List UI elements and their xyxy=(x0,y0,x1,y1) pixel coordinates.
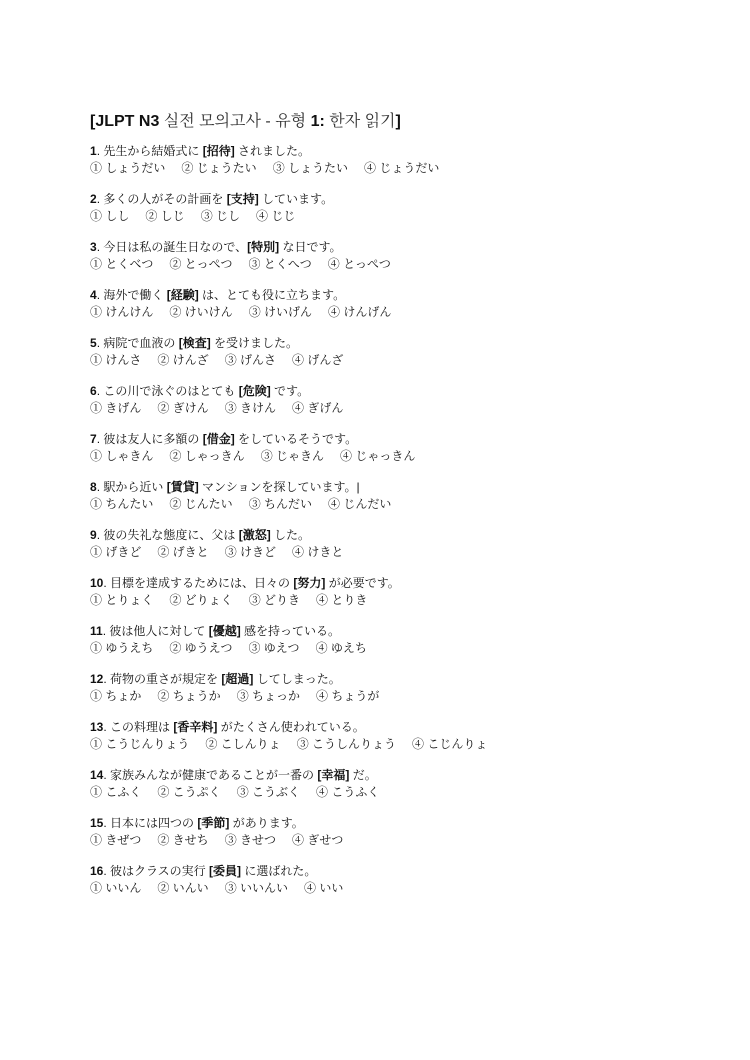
answer-option: ③ ちょっか xyxy=(236,689,301,703)
question-number: 16 xyxy=(90,864,104,878)
question-kanji: [委員] xyxy=(209,864,242,878)
answer-option: ④ とりき xyxy=(316,593,368,607)
question-number: 9 xyxy=(90,528,97,542)
question-number: 11 xyxy=(90,624,103,638)
answer-option: ② しじ xyxy=(145,209,185,223)
answer-option: ② こしんりょ xyxy=(205,737,281,751)
title-text: 유형 xyxy=(275,113,311,130)
answer-option: ② きせち xyxy=(157,833,209,847)
question-item xyxy=(90,719,503,753)
question-after: 感を持っている。 xyxy=(240,624,341,638)
question-before: . 彼は友人に多額の xyxy=(96,432,203,446)
question-before: . 彼は他人に対して xyxy=(102,624,209,638)
question-before: . 海外で働く xyxy=(96,288,167,302)
question-text xyxy=(90,431,431,448)
question-text xyxy=(90,335,359,352)
document-title xyxy=(90,108,401,131)
question-kanji: [幸福] xyxy=(317,768,350,782)
answer-option: ③ いいんい xyxy=(224,881,289,895)
question-after: は、とても役に立ちます。 xyxy=(198,288,346,302)
question-item xyxy=(90,767,395,801)
question-before: . 病院で血液の xyxy=(96,336,179,350)
answer-option: ④ じんだい xyxy=(328,497,392,511)
answer-option: ③ けいげん xyxy=(248,305,313,319)
answer-options xyxy=(90,544,359,561)
answer-option: ① とりょく xyxy=(90,593,154,607)
question-text xyxy=(90,527,359,544)
question-after: されました。 xyxy=(234,144,311,158)
answer-option: ③ じし xyxy=(200,209,241,223)
answer-option: ③ げんさ xyxy=(224,353,277,367)
answer-options xyxy=(90,256,407,273)
answer-option: ④ ゆえち xyxy=(315,641,367,655)
question-before: . 荷物の重さが規定を xyxy=(103,672,222,686)
answer-option: ④ こうふく xyxy=(316,785,380,799)
answer-option: ④ ちょうが xyxy=(316,689,380,703)
answer-option: ② いんい xyxy=(157,881,209,895)
answer-option: ① ちょか xyxy=(90,689,142,703)
question-item xyxy=(90,383,359,417)
answer-option: ① こうじんりょう xyxy=(90,737,190,751)
question-text xyxy=(90,767,395,784)
question-number: 5 xyxy=(90,336,97,350)
question-kanji: [経験] xyxy=(166,288,199,302)
answer-option: ① けんさ xyxy=(90,353,142,367)
answer-option: ① しゃきん xyxy=(90,449,154,463)
question-kanji: [借金] xyxy=(202,432,235,446)
question-after: した。 xyxy=(270,528,311,542)
answer-options xyxy=(90,880,359,897)
question-text xyxy=(90,287,407,304)
question-text xyxy=(90,191,333,208)
question-item xyxy=(90,191,333,225)
question-kanji: [招待] xyxy=(202,144,235,158)
answer-option: ② ぎけん xyxy=(157,401,209,415)
title-number: 1: xyxy=(310,113,325,130)
answer-option: ② しゃっきん xyxy=(169,449,245,463)
question-kanji: [特別] xyxy=(247,240,280,254)
question-number: 2 xyxy=(90,192,97,206)
answer-option: ④ いい xyxy=(304,881,344,895)
answer-option: ② じょうたい xyxy=(181,161,257,175)
answer-option: ① しし xyxy=(90,209,130,223)
question-item xyxy=(90,479,407,513)
question-number: 14 xyxy=(90,768,104,782)
answer-option: ① こふく xyxy=(90,785,142,799)
question-text xyxy=(90,479,407,496)
answer-option: ④ ぎせつ xyxy=(292,833,344,847)
answer-option: ① しょうだい xyxy=(90,161,166,175)
question-number: 13 xyxy=(90,720,104,734)
title-text: 한자 읽기 xyxy=(324,113,396,130)
question-after: な日です。 xyxy=(279,240,342,254)
question-item xyxy=(90,575,400,609)
question-before: . この料理は xyxy=(103,720,174,734)
question-after: が必要です。 xyxy=(325,576,400,590)
question-kanji: [努力] xyxy=(293,576,326,590)
answer-option: ③ こうぶく xyxy=(236,785,301,799)
question-after: してしまった。 xyxy=(253,672,341,686)
question-after: しています。 xyxy=(258,192,334,206)
answer-option: ③ とくへつ xyxy=(248,257,312,271)
question-before: . 多くの人がその計画を xyxy=(96,192,227,206)
question-text xyxy=(90,815,359,832)
question-kanji: [支持] xyxy=(226,192,259,206)
question-after: に選ばれた。 xyxy=(241,864,317,878)
answer-option: ② こうぷく xyxy=(157,785,221,799)
answer-option: ③ こうしんりょう xyxy=(296,737,397,751)
answer-option: ③ きせつ xyxy=(224,833,277,847)
answer-options xyxy=(90,688,395,705)
question-before: . 彼の失礼な態度に、父は xyxy=(96,528,239,542)
question-before: . 日本には四つの xyxy=(103,816,198,830)
question-after: を受けました。 xyxy=(210,336,299,350)
question-after: をしているそうです。 xyxy=(234,432,358,446)
answer-option: ③ きけん xyxy=(224,401,277,415)
answer-option: ④ じょうだい xyxy=(364,161,440,175)
answer-option: ③ ちんだい xyxy=(248,497,313,511)
question-item xyxy=(90,815,359,849)
answer-options xyxy=(90,400,359,417)
question-before: . 彼はクラスの実行 xyxy=(103,864,210,878)
question-number: 8 xyxy=(90,480,97,494)
answer-options xyxy=(90,640,383,657)
answer-option: ④ じじ xyxy=(256,209,296,223)
question-before: . 先生から結婚式に xyxy=(96,144,203,158)
answer-option: ④ けきと xyxy=(292,545,344,559)
answer-option: ③ ゆえつ xyxy=(248,641,300,655)
answer-option: ④ げんざ xyxy=(292,353,344,367)
answer-options xyxy=(90,784,395,801)
answer-option: ④ こじんりょ xyxy=(412,737,488,751)
question-before: . 今日は私の誕生日なので、 xyxy=(96,240,248,254)
question-kanji: [季節] xyxy=(197,816,230,830)
title-prefix: [JLPT N3 xyxy=(90,113,160,130)
question-after: だ。 xyxy=(349,768,377,782)
question-number: 12 xyxy=(90,672,104,686)
answer-options xyxy=(90,352,359,369)
answer-option: ③ じゃきん xyxy=(260,449,325,463)
answer-options xyxy=(90,736,503,753)
question-kanji: [香辛料] xyxy=(173,720,218,734)
answer-option: ② どりょく xyxy=(169,593,233,607)
question-kanji: [危険] xyxy=(238,384,271,398)
answer-options xyxy=(90,592,400,609)
answer-option: ② けんざ xyxy=(157,353,209,367)
question-item xyxy=(90,143,455,177)
answer-option: ③ けきど xyxy=(224,545,277,559)
answer-option: ④ じゃっきん xyxy=(340,449,416,463)
answer-option: ④ ぎげん xyxy=(292,401,344,415)
answer-options xyxy=(90,208,333,225)
answer-option: ② とっぺつ xyxy=(169,257,233,271)
answer-option: ② けいけん xyxy=(169,305,233,319)
answer-options xyxy=(90,160,455,177)
answer-option: ① ちんたい xyxy=(90,497,154,511)
question-kanji: [検査] xyxy=(178,336,211,350)
question-item xyxy=(90,287,407,321)
answer-option: ① げきど xyxy=(90,545,142,559)
answer-option: ① きげん xyxy=(90,401,142,415)
question-number: 4 xyxy=(90,288,97,302)
question-number: 6 xyxy=(90,384,97,398)
answer-option: ② じんたい xyxy=(169,497,233,511)
question-number: 10 xyxy=(90,576,104,590)
question-before: . 家族みんなが健康であることが一番の xyxy=(103,768,318,782)
question-text xyxy=(90,575,400,592)
question-kanji: [激怒] xyxy=(238,528,271,542)
question-item xyxy=(90,671,395,705)
answer-option: ① いいん xyxy=(90,881,142,895)
question-text xyxy=(90,143,455,160)
question-text xyxy=(90,383,359,400)
question-text xyxy=(90,719,503,736)
question-text xyxy=(90,863,359,880)
title-suffix: ] xyxy=(395,113,401,130)
question-item xyxy=(90,527,359,561)
answer-option: ① とくべつ xyxy=(90,257,154,271)
answer-option: ① ゆうえち xyxy=(90,641,154,655)
question-after: マンションを探しています。| xyxy=(198,480,360,494)
question-after: があります。 xyxy=(229,816,304,830)
answer-option: ③ どりき xyxy=(248,593,301,607)
question-number: 7 xyxy=(90,432,97,446)
answer-option: ③ しょうたい xyxy=(272,161,349,175)
answer-options xyxy=(90,496,407,513)
question-text xyxy=(90,671,395,688)
question-number: 3 xyxy=(90,240,97,254)
question-item xyxy=(90,239,407,273)
answer-option: ② ゆうえつ xyxy=(169,641,233,655)
question-text xyxy=(90,623,383,640)
title-text: 실전 모의고사 - xyxy=(159,113,276,130)
answer-option: ① けんけん xyxy=(90,305,154,319)
answer-options xyxy=(90,304,407,321)
answer-option: ② ちょうか xyxy=(157,689,221,703)
question-item xyxy=(90,431,431,465)
question-item xyxy=(90,623,383,657)
question-after: です。 xyxy=(270,384,310,398)
question-item xyxy=(90,863,359,897)
question-before: . 目標を達成するためには、日々の xyxy=(103,576,294,590)
question-kanji: [優越] xyxy=(208,624,241,638)
answer-options xyxy=(90,832,359,849)
question-before: . この川で泳ぐのはとても xyxy=(96,384,239,398)
question-before: . 駅から近い xyxy=(96,480,167,494)
question-kanji: [超過] xyxy=(221,672,254,686)
question-after: がたくさん使われている。 xyxy=(217,720,365,734)
answer-option: ④ とっぺつ xyxy=(327,257,391,271)
question-number: 15 xyxy=(90,816,104,830)
answer-options xyxy=(90,448,431,465)
question-item xyxy=(90,335,359,369)
answer-option: ② げきと xyxy=(157,545,209,559)
question-number: 1 xyxy=(90,144,97,158)
question-text xyxy=(90,239,407,256)
answer-option: ④ けんげん xyxy=(328,305,392,319)
answer-option: ① きぜつ xyxy=(90,833,142,847)
question-kanji: [賃貸] xyxy=(166,480,199,494)
